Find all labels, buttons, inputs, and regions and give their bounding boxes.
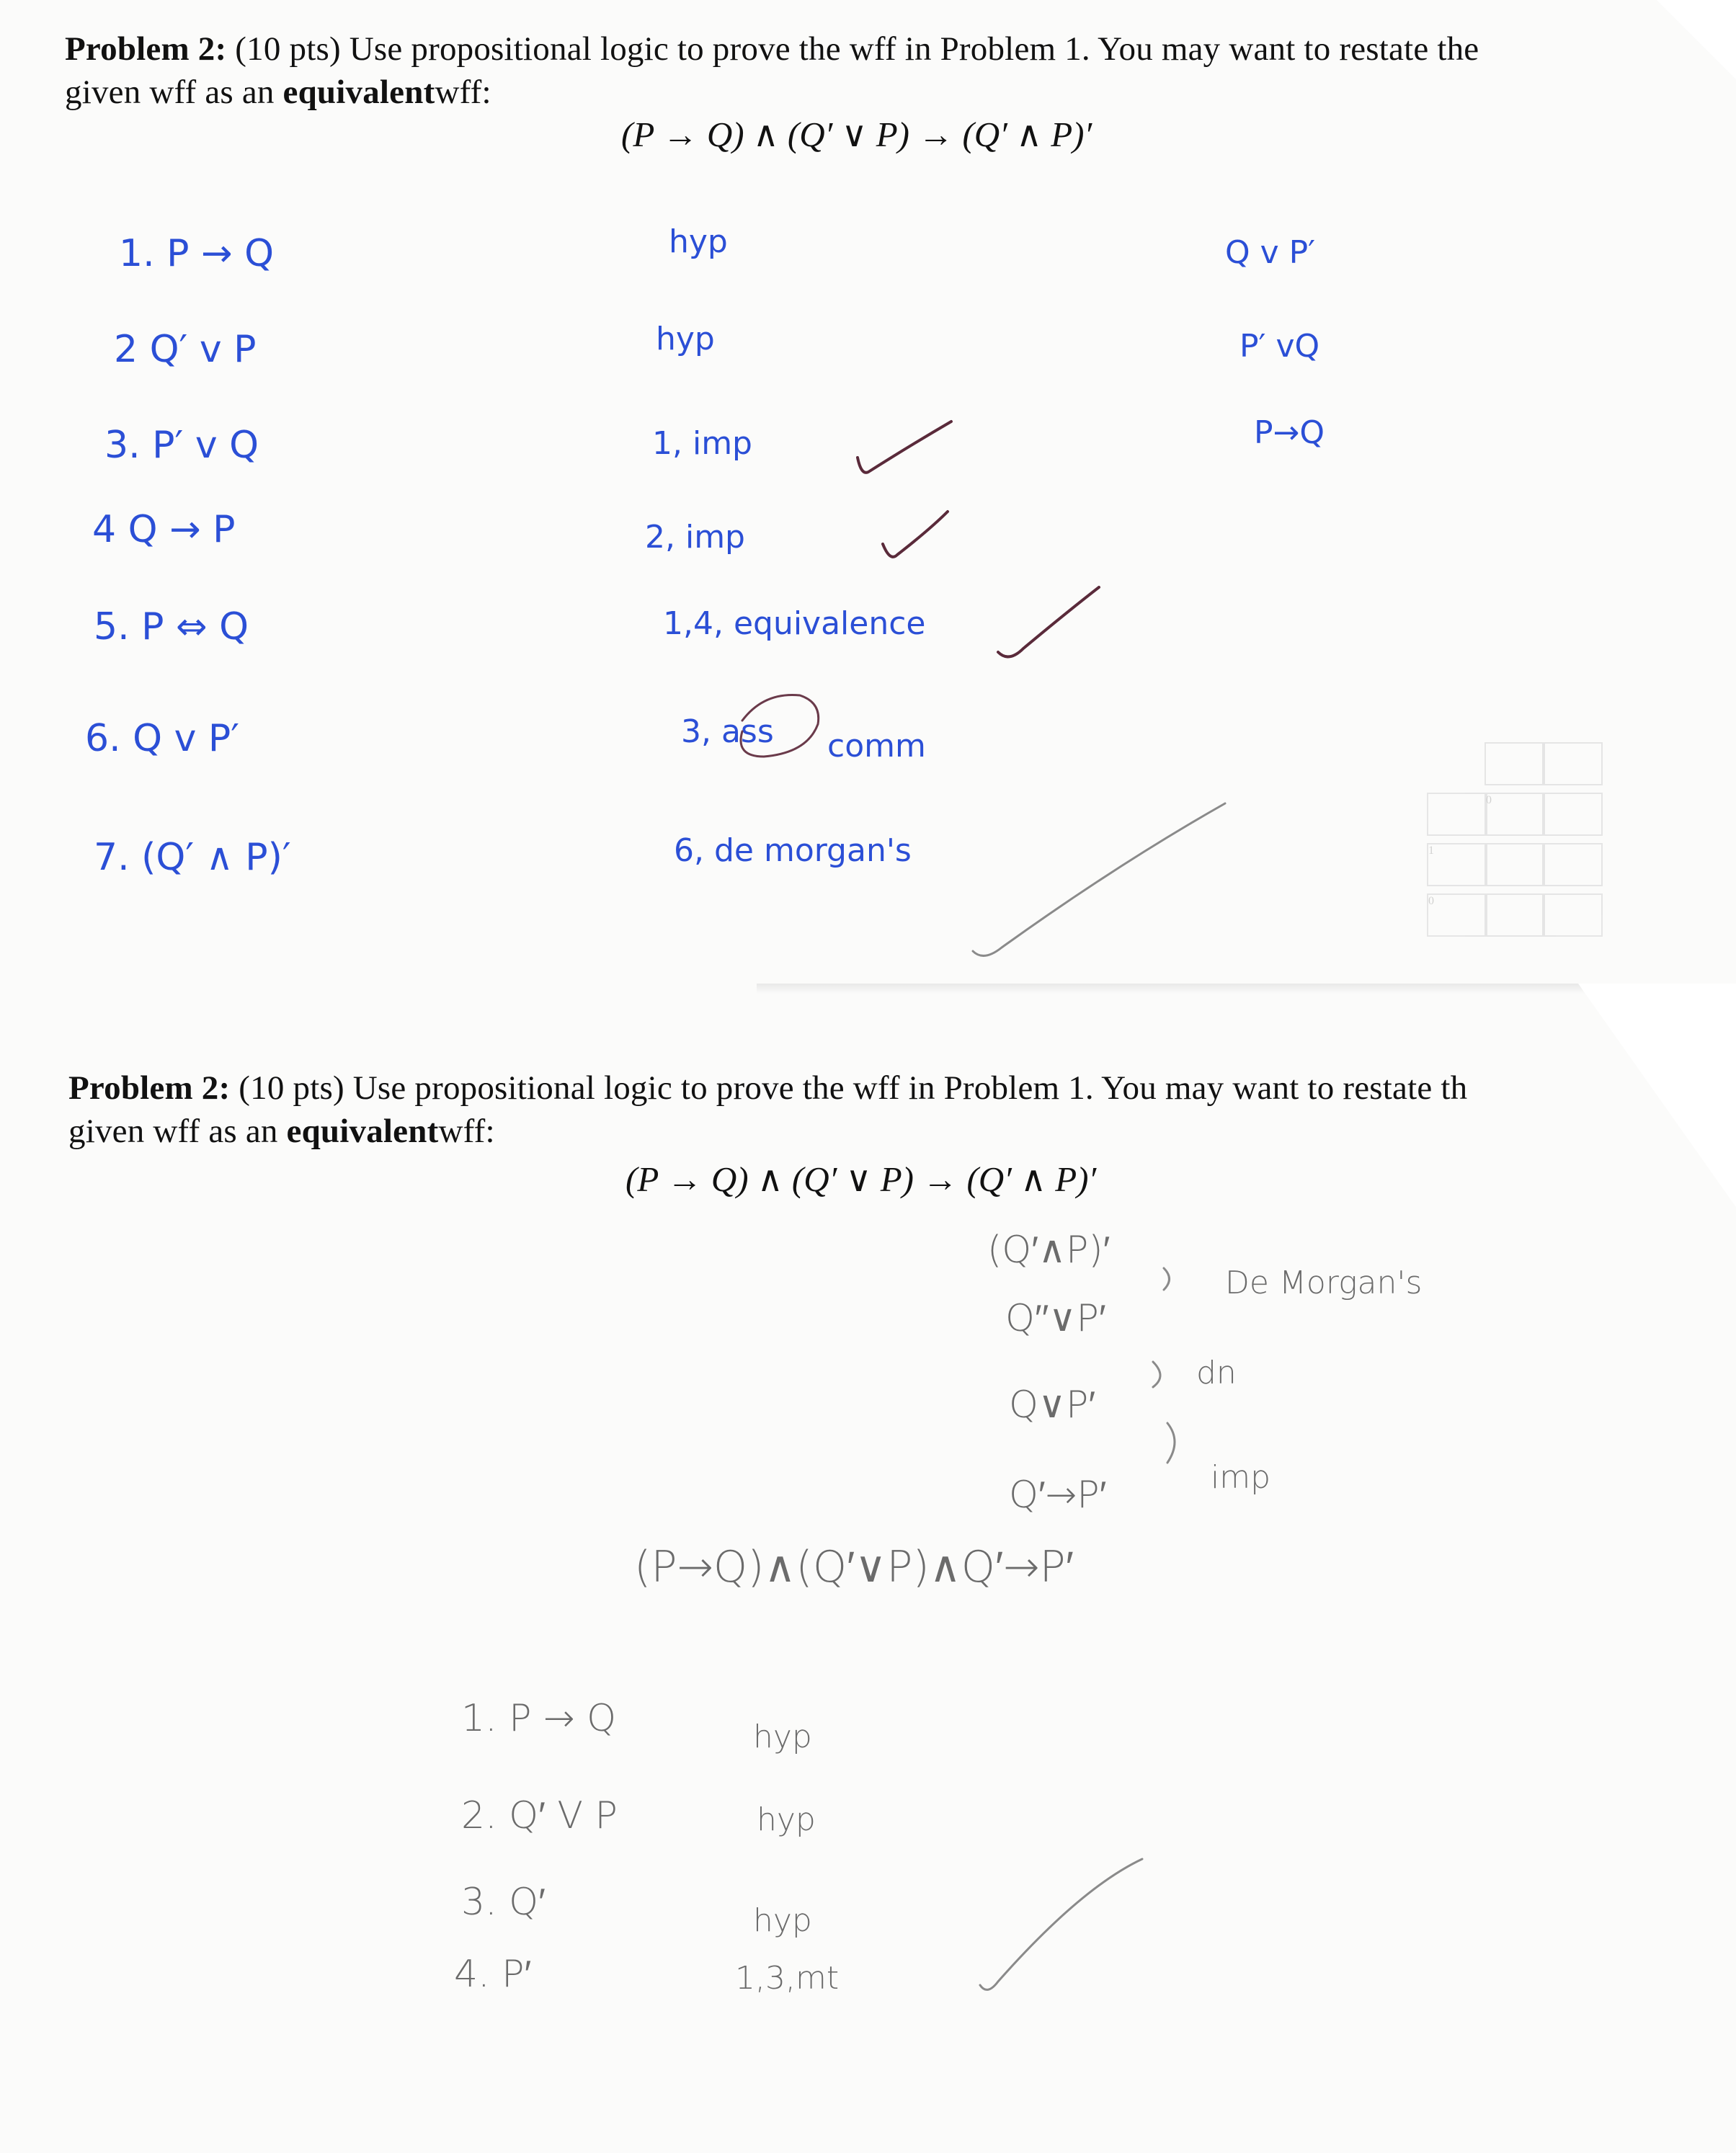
ghost-cell <box>1542 843 1603 886</box>
restated-wff: (P→Q)∧(Q′∨P)∧Q′→P′ <box>634 1542 1074 1592</box>
proof-b-reason-1: hyp <box>753 1719 812 1755</box>
problem-a-text-1: (10 pts) Use propositional logic to prove the wff in Problem 1. You may want to restate the <box>235 30 1479 68</box>
restatement-rule-3: imp <box>1211 1459 1271 1496</box>
proof-a-reason-7: 6, de morgan's <box>674 832 912 869</box>
problem-a-title: Problem 2: <box>65 30 227 68</box>
ghost-cell <box>1542 742 1603 785</box>
proof-b-reason-3: hyp <box>753 1902 812 1939</box>
problem-b-text-2c: wff: <box>438 1113 495 1150</box>
proof-a-step-5: 5. P ⇔ Q <box>94 605 249 648</box>
problem-a-text-2c: wff: <box>435 73 491 111</box>
ghost-cell <box>1484 742 1545 785</box>
proof-a-step-1: 1. P → Q <box>119 232 275 275</box>
proof-a-reason-1: hyp <box>669 223 728 260</box>
proof-b-reason-2: hyp <box>757 1801 816 1838</box>
problem-b-line-2 <box>68 1110 495 1153</box>
ghost-cell <box>1427 793 1487 836</box>
problem-b-formula: (P → Q) ∧ (Q′ ∨ P) → (Q′ ∧ P)′ <box>626 1159 1097 1199</box>
proof-a-reason-5: 1,4, equivalence <box>663 605 926 642</box>
restatement-line-4: Q′→P′ <box>1009 1474 1107 1517</box>
proof-b-reason-4: 1,3,mt <box>735 1960 840 1997</box>
problem-a-text-2a: given wff as an <box>65 73 275 111</box>
proof-b-step-2: 2. Q′ V P <box>461 1794 618 1837</box>
show-through-truth-table <box>1312 721 1600 951</box>
proof-a-comm-note: comm <box>827 728 926 765</box>
restatement-rule-2: dn <box>1196 1355 1237 1391</box>
ghost-cell <box>1542 893 1603 937</box>
ghost-cell <box>1542 793 1603 836</box>
folded-corner-top <box>1657 0 1736 79</box>
problem-b-title: Problem 2: <box>68 1069 231 1107</box>
proof-a-step-2: 2 Q′ v P <box>114 328 257 371</box>
proof-a-reason-6: 3, ass <box>681 713 774 750</box>
proof-b-step-3: 3. Q′ <box>461 1881 546 1924</box>
problem-a-equivalent: equivalent <box>282 73 435 111</box>
ghost-cell: 1 <box>1427 843 1487 886</box>
ghost-cell: 0 <box>1484 793 1545 836</box>
proof-a-reason-3: 1, imp <box>652 425 752 462</box>
restatement-rule-1: De Morgan's <box>1225 1265 1423 1301</box>
side-note-1: Q v P′ <box>1225 234 1316 271</box>
problem-b-line-1 <box>68 1066 1467 1110</box>
restatement-line-1: (Q′∧P)′ <box>987 1229 1110 1272</box>
ghost-cell <box>1484 843 1545 886</box>
proof-a-step-6: 6. Q v P′ <box>85 717 240 760</box>
restatement-line-3: Q∨P′ <box>1009 1383 1096 1427</box>
ghost-cell: 0 <box>1427 893 1487 937</box>
ghost-cell <box>1484 893 1545 937</box>
problem-b-equivalent: equivalent <box>286 1113 439 1150</box>
side-note-3: P→Q <box>1254 414 1325 451</box>
proof-a-step-4: 4 Q → P <box>92 508 236 551</box>
problem-a-line-2 <box>65 71 491 114</box>
proof-b-step-4: 4. P′ <box>454 1953 532 1996</box>
problem-b-text-2a: given wff as an <box>68 1113 278 1150</box>
problem-a-formula: (P → Q) ∧ (Q′ ∨ P) → (Q′ ∧ P)′ <box>621 115 1092 154</box>
proof-a-step-3: 3. P′ v Q <box>104 424 259 467</box>
proof-a-reason-4: 2, imp <box>645 519 745 556</box>
problem-a-line-1 <box>65 27 1479 71</box>
proof-b-step-1: 1. P → Q <box>461 1697 617 1740</box>
side-note-2: P′ vQ <box>1239 328 1320 365</box>
restatement-line-2: Q′′∨P′ <box>1005 1297 1106 1340</box>
proof-a-reason-2: hyp <box>656 321 715 357</box>
problem-b-text-1: (10 pts) Use propositional logic to prove the wff in Problem 1. You may want to restate th <box>239 1069 1468 1107</box>
proof-a-step-7: 7. (Q′ ∧ P)′ <box>94 836 291 879</box>
